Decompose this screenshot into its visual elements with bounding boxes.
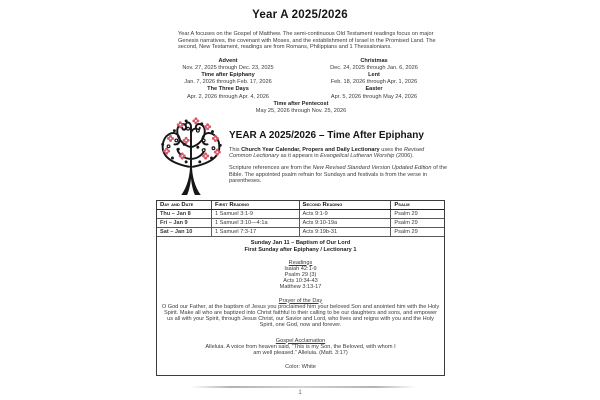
lectionary-source-paragraph	[229, 147, 448, 160]
seasons-left-column	[155, 58, 301, 101]
footer-divider	[190, 386, 416, 388]
scripture-source-paragraph	[229, 165, 448, 184]
day-cell: Thu – Jan 8	[157, 210, 212, 219]
season-dates: Dec. 24, 2025 through Jan. 6, 2026	[330, 65, 418, 72]
season-name: Easter	[365, 86, 383, 93]
psalm-cell: Psalm 29	[391, 228, 444, 237]
col-header-second-reading: Second Reading	[299, 201, 391, 210]
second-reading-cell: Acts 9:1-9	[299, 210, 391, 219]
table-row	[157, 228, 444, 237]
text-segment-bold: Church Year Calendar, Propers and Daily Lectionary	[241, 146, 380, 153]
season-name: The Three Days	[207, 86, 249, 93]
text-segment: Scripture references are from the	[229, 165, 313, 172]
season-name: Time after Pentecost	[273, 100, 329, 107]
season-name: Advent	[218, 58, 238, 65]
psalm-cell: Psalm 29	[391, 210, 444, 219]
season-dates: Apr. 5, 2026 through May 24, 2026	[330, 93, 418, 100]
intro-paragraph: Year A focuses on the Gospel of Matthew. The semi-continuous Old Testament readings focus on major Genesis narratives, the covenant with Moses, and the establishment of Israel in the Promised Land. The second, New Testament, readings are from Romans, Philippians and 1 Thessalonians.	[178, 31, 436, 51]
section-text	[229, 117, 448, 190]
text-segment: uses the	[379, 146, 404, 153]
reading-item: Matthew 3:13-17	[279, 284, 322, 291]
day-cell: Fri – Jan 9	[157, 219, 212, 228]
season-dates: Jan. 7, 2026 through Feb. 17, 2026	[184, 79, 272, 86]
page-title: Year A 2025/2026	[252, 9, 348, 21]
sunday-subtitle-line: First Sunday after Epiphany / Lectionary 1	[244, 246, 357, 253]
readings-heading: Readings	[288, 259, 313, 266]
text-segment-italic: New Revised Standard Version Updated Edition	[312, 165, 432, 172]
col-header-psalm: Psalm	[391, 201, 444, 210]
season-center	[155, 101, 447, 115]
season-name: Christmas	[360, 58, 388, 65]
text-segment-italic: Evangelical Lutheran Worship	[320, 153, 395, 160]
prayer-heading: Prayer of the Day	[278, 297, 323, 304]
text-segment: of the Bible. The appointed psalm refrain for Sundays and festivals is from the verse in parentheses.	[229, 165, 448, 185]
first-reading-cell: 1 Samuel 3:1-9	[212, 210, 300, 219]
gospel-acclamation-heading: Gospel Acclamation	[275, 337, 326, 344]
second-reading-cell: Acts 9:19b-31	[299, 228, 391, 237]
daily-readings-table	[157, 201, 444, 237]
prayer-text: O God our Father, at the baptism of Jesus you proclaimed him your beloved Son and anointed him with the Holy Spirit. Make all who are baptized into Christ faithful to their calling to be our daughters and sons, and empower us all with your Spirit, through Jesus Christ, our Savior and Lord, who lives and reigns with you and the Holy Spirit, one God, now and forever.	[161, 303, 440, 329]
reading-item: Isaiah 42:1-9	[284, 265, 317, 272]
col-header-first-reading: First Reading	[212, 201, 300, 210]
page-number: 1	[298, 390, 302, 397]
sunday-title-line: Sunday Jan 11 – Baptism of Our Lord	[250, 240, 351, 247]
season-name: Time after Epiphany	[201, 72, 255, 79]
liturgical-color-label: Color: White	[285, 364, 316, 371]
first-reading-cell: 1 Samuel 3:10—4:1a	[212, 219, 300, 228]
lectionary-box	[156, 200, 445, 377]
psalm-cell: Psalm 29	[391, 219, 444, 228]
tree-of-life-logo-icon	[156, 117, 226, 197]
reading-item: Psalm 29 (3)	[284, 271, 317, 278]
table-row	[157, 219, 444, 228]
seasons-right-column	[301, 58, 447, 101]
seasons-list	[155, 58, 447, 115]
text-segment: This	[229, 146, 242, 153]
season-dates: Nov. 27, 2025 through Dec. 23, 2025	[182, 65, 274, 72]
first-reading-cell: 1 Samuel 7:3-17	[212, 228, 300, 237]
season-dates: May 25, 2026 through Nov. 25, 2026	[255, 107, 347, 114]
text-segment: as it appears in	[279, 153, 321, 160]
section-heading: YEAR A 2025/2026 – Time After Epiphany	[229, 129, 424, 141]
table-row	[157, 210, 444, 219]
section-header-row	[156, 117, 448, 197]
col-header-day-and-date: Day and Date	[157, 201, 212, 210]
table-header-row	[157, 201, 444, 210]
second-reading-cell: Acts 9:10-19a	[299, 219, 391, 228]
day-cell: Sat – Jan 10	[157, 228, 212, 237]
sunday-propers-section	[157, 236, 444, 375]
season-dates: Apr. 2, 2026 through Apr. 4, 2026	[186, 93, 270, 100]
gospel-acclamation-text: Alleluia. A voice from heaven said, “This is my Son, the Beloved, with whom I am well pleased.” Alleluia. (Matt. 3:17)	[205, 343, 396, 356]
text-segment: (2006).	[394, 153, 414, 160]
season-dates: Feb. 18, 2026 through Apr. 1, 2026	[330, 79, 418, 86]
text-segment-italic: Revised Common Lectionary	[229, 146, 425, 160]
reading-item: Acts 10:34-43	[283, 278, 318, 285]
season-name: Lent	[368, 72, 380, 79]
